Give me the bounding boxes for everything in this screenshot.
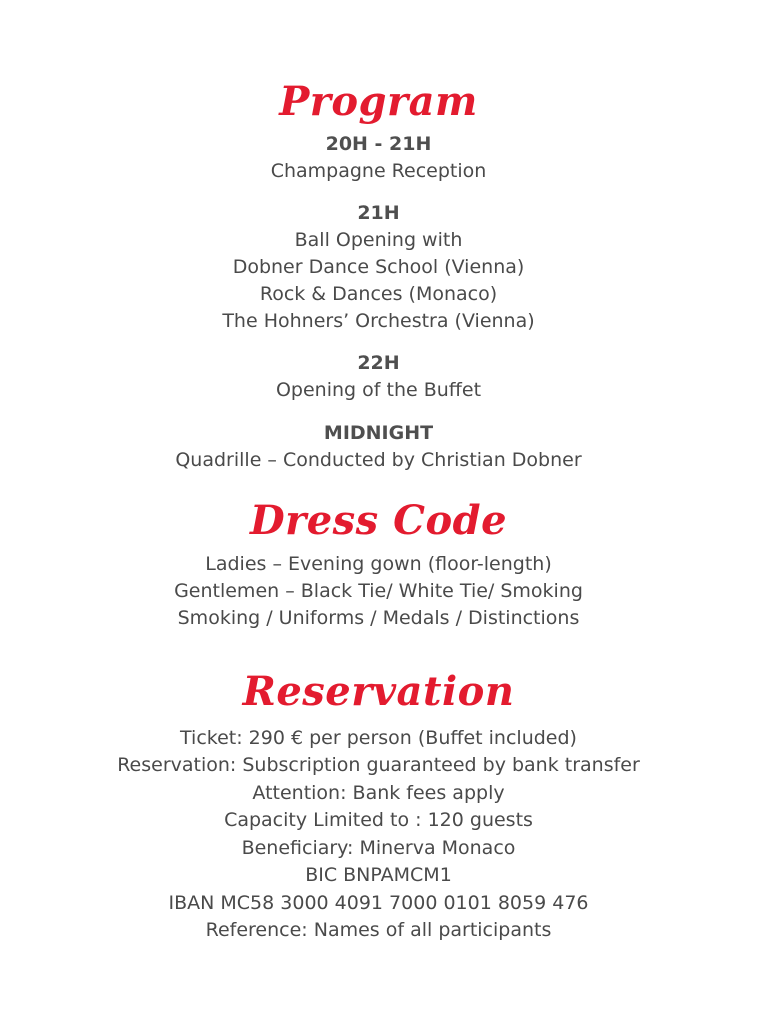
dress-code-line-2: Gentlemen – Black Tie/ White Tie/ Smoking xyxy=(174,580,583,602)
program-item-1-line-1: Champagne Reception xyxy=(270,160,487,182)
reservation-line-4: Capacity Limited to : 120 guests xyxy=(224,809,533,831)
reservation-line-6: BIC BNPAMCM1 xyxy=(305,864,452,886)
reservation-line-8: Reference: Names of all participants xyxy=(205,919,552,941)
reservation-heading: Reservation xyxy=(242,668,515,715)
program-time-4: MIDNIGHT xyxy=(323,422,434,444)
program-item-2-line-1: Ball Opening with xyxy=(294,229,463,251)
dress-code-line-3: Smoking / Uniforms / Medals / Distinctions xyxy=(177,607,580,629)
program-item-4-line-1: Quadrille – Conducted by Christian Dobner xyxy=(175,449,582,471)
program-item-2-line-4: The Hohners’ Orchestra (Vienna) xyxy=(222,310,535,332)
program-time-2: 21H xyxy=(357,202,400,224)
dress-code-line-1: Ladies – Evening gown (floor-length) xyxy=(205,553,552,575)
reservation-line-7: IBAN MC58 3000 4091 7000 0101 8059 476 xyxy=(168,892,589,914)
program-item-3-line-1: Opening of the Buffet xyxy=(275,379,482,401)
reservation-line-5: Beneficiary: Minerva Monaco xyxy=(241,837,516,859)
program-item-2-line-2: Dobner Dance School (Vienna) xyxy=(232,256,525,278)
reservation-line-1: Ticket: 290 € per person (Buffet included) xyxy=(180,727,577,749)
reservation-line-3: Attention: Bank fees apply xyxy=(252,782,505,804)
dress-code-heading: Dress Code xyxy=(249,497,508,544)
program-time-3: 22H xyxy=(357,352,400,374)
reservation-line-2: Reservation: Subscription guaranteed by bank transfer xyxy=(117,754,640,776)
program-item-2-line-3: Rock & Dances (Monaco) xyxy=(259,283,498,305)
program-time-1: 20H - 21H xyxy=(325,133,432,155)
program-heading: Program xyxy=(279,78,478,125)
